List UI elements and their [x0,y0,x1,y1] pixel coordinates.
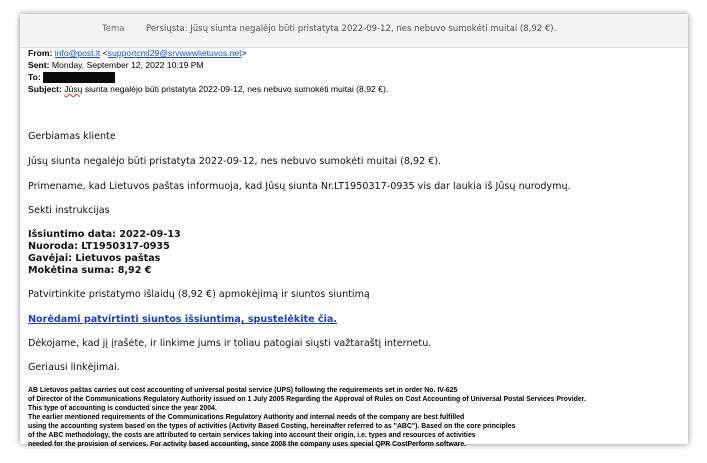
closing-line: Geriausi linkėjimai. [28,362,120,373]
subject-bar-label: Tema [102,24,125,34]
subject-value: siunta negalėjo būti pristatyta 2022-09-12, nes nebuvo sumokėti muitai (8,92 €). [82,84,389,95]
sent-value: Monday, September 12, 2022 10:19 PM [51,60,204,70]
email-window [20,14,688,448]
body-line-instructions: Sekti instrukcijas [28,205,110,216]
footer-line: of the ABC methodology, the costs are attributed to certain services taking into account their origin, i.e. types and resources of activities [28,432,476,439]
detail-send-date: Išsiuntimo data: 2022-09-13 [28,229,181,240]
sent-row [28,59,388,71]
subject-bar-text: Persiųsta: Jūsų siunta negalėjo būti pristatyta 2022-09-12, nes nebuvo sumokėti muitai (8,92 €). [146,24,557,34]
footer-line: using the accounting system based on the types of activities (Activity Based Costing, hereinafter referred to as "ABC"). Based on the core principles [28,423,516,430]
footer-line: This type of accounting is conducted since the year 2004. [28,405,217,412]
subject-bar [20,14,688,48]
subject-label: Subject: [28,84,62,95]
subject-first-word: Jūsų [64,84,83,95]
detail-amount: Mokėtina suma: 8,92 € [28,265,152,276]
greeting: Gerbiamas kliente [28,131,116,142]
confirm-line: Patvirtinkite pristatymo išlaidų (8,92 €) apmokėjimą ir siuntos siuntimą [28,289,370,300]
detail-reference: Nuoroda: LT1950317-0935 [28,241,170,252]
footer-line: needed for the provision of services. For activity based accounting, since 2008 the company uses special QPR CostPerform software. [28,441,467,448]
sent-label: Sent: [28,60,50,70]
from-email-link[interactable]: info@post.lt [54,48,101,58]
to-label: To: [28,72,41,82]
body-line-reminder: Primename, kad Lietuvos paštas informuoja, kad Jūsų siunta Nr.LT1950317-0935 vis dar laukia iš Jūsų nurodymų. [28,181,571,192]
footer-line: of Director of the Communications Regulatory Authority issued on 1 July 2005 Regarding the Approval of Rules on Cost Accounting of Universal Postal Services Provider. [28,396,586,403]
footer-line: AB Lietuvos paštas carries out cost accounting of universal postal service (UPS) following the requirements set in order No. IV-625 [28,387,458,394]
thanks-line: Dėkojame, kad jį įrašėte, ir linkime jums ir toliau patogiai siųsti važtaraštį internetu. [28,338,432,349]
email-header [28,47,388,95]
detail-recipient: Gavėjai: Lietuvos paštas [28,253,161,264]
subject-row [28,83,388,95]
confirm-shipment-link[interactable]: Norėdami patvirtinti siuntos išsiuntimą, spustelėkite čia. [28,314,338,325]
redacted-recipient [43,72,115,83]
to-row [28,71,388,83]
body-line-customs: Jūsų siunta negalėjo būti pristatyta 2022-09-12, nes nebuvo sumokėti muitai (8,92 €). [28,156,442,167]
legal-footer [28,386,586,449]
from-label: From: [28,48,53,58]
footer-line: The earlier mentioned requirements of the Communications Regulatory Authority and internal needs of the company are best fulfilled [28,414,465,421]
reply-email-link[interactable]: supportcml29@srvwwwlietuvos.net [107,48,242,58]
from-row: From: info@post.lt <supportcml29@srvwwwlietuvos.net> [28,48,247,58]
